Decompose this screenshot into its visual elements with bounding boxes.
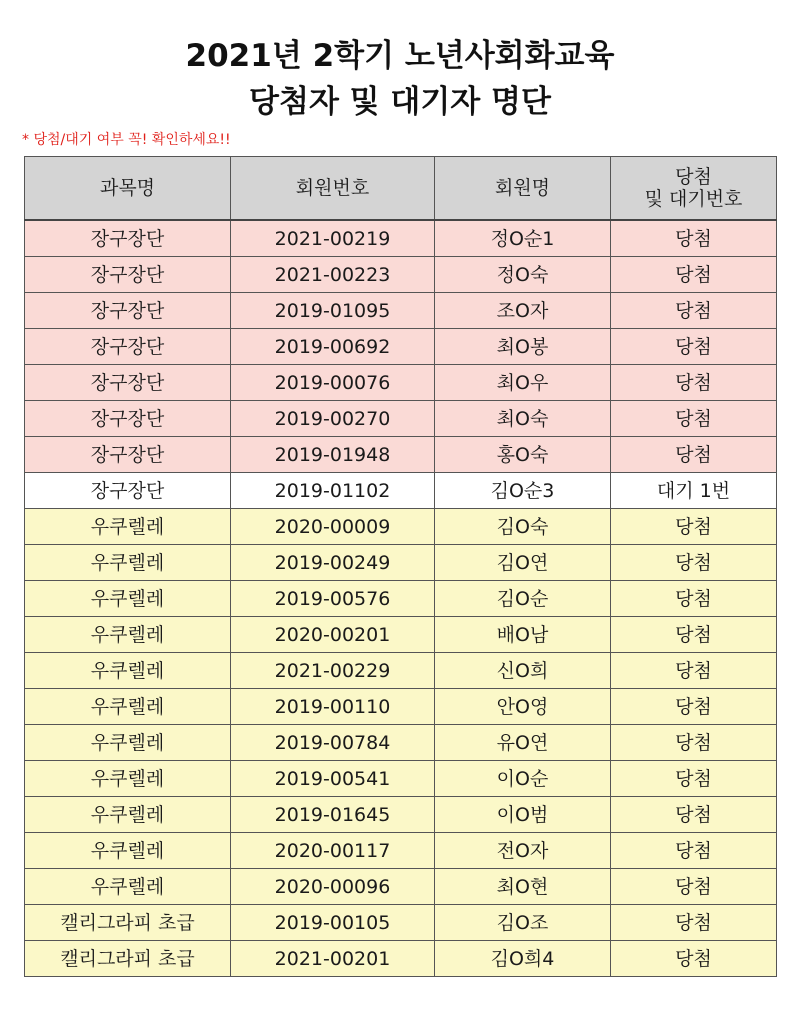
cell-course: 우쿠렐레 <box>25 797 231 833</box>
cell-course: 우쿠렐레 <box>25 581 231 617</box>
table-row <box>25 689 777 725</box>
cell-status: 당첨 <box>611 869 777 905</box>
cell-status: 당첨 <box>611 257 777 293</box>
cell-member-id: 2019-00249 <box>231 545 435 581</box>
cell-status: 당첨 <box>611 293 777 329</box>
table-row <box>25 581 777 617</box>
cell-status: 당첨 <box>611 905 777 941</box>
table-row <box>25 401 777 437</box>
table-row <box>25 437 777 473</box>
cell-member-name: 홍O숙 <box>435 437 611 473</box>
table-row <box>25 905 777 941</box>
cell-member-id: 2019-01948 <box>231 437 435 473</box>
table-row <box>25 509 777 545</box>
cell-course: 장구장단 <box>25 329 231 365</box>
cell-status: 당첨 <box>611 653 777 689</box>
cell-status: 당첨 <box>611 509 777 545</box>
cell-member-id: 2019-01095 <box>231 293 435 329</box>
cell-member-id: 2019-00784 <box>231 725 435 761</box>
cell-member-id: 2020-00117 <box>231 833 435 869</box>
cell-status: 당첨 <box>611 797 777 833</box>
table-row <box>25 869 777 905</box>
table-row <box>25 725 777 761</box>
cell-member-name: 조O자 <box>435 293 611 329</box>
winners-table <box>24 156 777 977</box>
cell-member-id: 2020-00096 <box>231 869 435 905</box>
table-body <box>25 220 777 977</box>
table-row <box>25 545 777 581</box>
cell-member-id: 2021-00201 <box>231 941 435 977</box>
cell-member-name: 이O범 <box>435 797 611 833</box>
cell-member-name: 김O순 <box>435 581 611 617</box>
cell-member-id: 2019-01645 <box>231 797 435 833</box>
cell-member-id: 2020-00009 <box>231 509 435 545</box>
notice-text: * 당첨/대기 여부 꼭! 확인하세요!! <box>22 132 231 148</box>
cell-member-name: 유O연 <box>435 725 611 761</box>
cell-member-name: 안O영 <box>435 689 611 725</box>
table-row <box>25 653 777 689</box>
cell-member-id: 2019-00576 <box>231 581 435 617</box>
cell-course: 우쿠렐레 <box>25 725 231 761</box>
header-member-id: 회원번호 <box>231 157 435 221</box>
cell-member-name: 이O순 <box>435 761 611 797</box>
cell-member-name: 최O봉 <box>435 329 611 365</box>
cell-course: 캘리그라피 초급 <box>25 905 231 941</box>
cell-member-id: 2019-00076 <box>231 365 435 401</box>
cell-course: 캘리그라피 초급 <box>25 941 231 977</box>
cell-member-id: 2021-00229 <box>231 653 435 689</box>
cell-status: 당첨 <box>611 220 777 257</box>
cell-course: 우쿠렐레 <box>25 653 231 689</box>
cell-status: 대기 1번 <box>611 473 777 509</box>
cell-status: 당첨 <box>611 365 777 401</box>
header-member-name: 회원명 <box>435 157 611 221</box>
cell-course: 우쿠렐레 <box>25 689 231 725</box>
cell-member-name: 김O희4 <box>435 941 611 977</box>
table-row <box>25 365 777 401</box>
table-row <box>25 797 777 833</box>
cell-member-name: 정O숙 <box>435 257 611 293</box>
cell-course: 우쿠렐레 <box>25 617 231 653</box>
cell-course: 장구장단 <box>25 257 231 293</box>
table-row <box>25 329 777 365</box>
cell-status: 당첨 <box>611 401 777 437</box>
table-row <box>25 761 777 797</box>
cell-member-name: 김O숙 <box>435 509 611 545</box>
cell-course: 우쿠렐레 <box>25 833 231 869</box>
table-row <box>25 220 777 257</box>
cell-member-id: 2019-00105 <box>231 905 435 941</box>
cell-member-id: 2019-00110 <box>231 689 435 725</box>
cell-status: 당첨 <box>611 725 777 761</box>
cell-member-name: 신O희 <box>435 653 611 689</box>
cell-member-name: 전O자 <box>435 833 611 869</box>
cell-member-id: 2019-00692 <box>231 329 435 365</box>
table-row <box>25 617 777 653</box>
cell-course: 우쿠렐레 <box>25 545 231 581</box>
table-row <box>25 293 777 329</box>
cell-course: 장구장단 <box>25 293 231 329</box>
header-course: 과목명 <box>25 157 231 221</box>
cell-course: 우쿠렐레 <box>25 509 231 545</box>
cell-member-name: 김O연 <box>435 545 611 581</box>
table-row <box>25 941 777 977</box>
cell-member-id: 2020-00201 <box>231 617 435 653</box>
document-title-line2: 당첨자 및 대기자 명단 <box>249 84 551 120</box>
cell-status: 당첨 <box>611 581 777 617</box>
cell-member-name: 최O숙 <box>435 401 611 437</box>
cell-member-name: 정O순1 <box>435 220 611 257</box>
table-row <box>25 257 777 293</box>
header-status: 당첨 및 대기번호 <box>611 157 777 221</box>
cell-status: 당첨 <box>611 689 777 725</box>
cell-course: 장구장단 <box>25 437 231 473</box>
cell-member-name: 최O우 <box>435 365 611 401</box>
cell-member-id: 2019-00270 <box>231 401 435 437</box>
table-row <box>25 473 777 509</box>
cell-status: 당첨 <box>611 761 777 797</box>
cell-member-id: 2021-00219 <box>231 220 435 257</box>
cell-course: 우쿠렐레 <box>25 761 231 797</box>
cell-member-name: 김O순3 <box>435 473 611 509</box>
cell-status: 당첨 <box>611 941 777 977</box>
cell-status: 당첨 <box>611 833 777 869</box>
cell-member-id: 2019-00541 <box>231 761 435 797</box>
cell-status: 당첨 <box>611 437 777 473</box>
cell-course: 장구장단 <box>25 401 231 437</box>
cell-course: 우쿠렐레 <box>25 869 231 905</box>
cell-status: 당첨 <box>611 617 777 653</box>
cell-course: 장구장단 <box>25 473 231 509</box>
document-title-line1: 2021년 2학기 노년사회화교육 <box>185 38 615 74</box>
cell-member-name: 최O현 <box>435 869 611 905</box>
cell-member-name: 배O남 <box>435 617 611 653</box>
cell-status: 당첨 <box>611 545 777 581</box>
table-row <box>25 833 777 869</box>
cell-status: 당첨 <box>611 329 777 365</box>
cell-member-name: 김O조 <box>435 905 611 941</box>
cell-course: 장구장단 <box>25 220 231 257</box>
table-header-row <box>25 157 777 221</box>
cell-course: 장구장단 <box>25 365 231 401</box>
cell-member-id: 2019-01102 <box>231 473 435 509</box>
cell-member-id: 2021-00223 <box>231 257 435 293</box>
